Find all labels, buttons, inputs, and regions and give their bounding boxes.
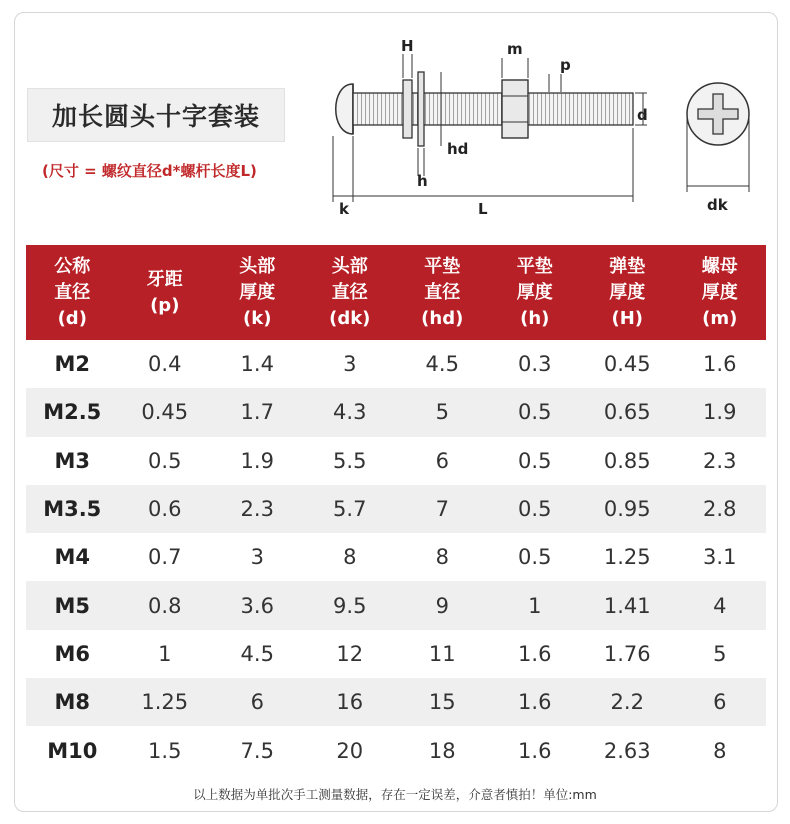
value-cell: 2.3: [211, 485, 304, 533]
value-cell: 8: [435, 545, 449, 570]
value-cell: 11: [428, 641, 456, 666]
column-header-line: 牙距: [146, 268, 183, 290]
table-row: [26, 485, 766, 533]
table-row: [26, 437, 766, 485]
column-header-line: 厚度: [516, 281, 553, 303]
value-cell: 3.1: [703, 545, 737, 570]
value-cell: 6: [211, 678, 304, 726]
column-header-line: 头部: [331, 255, 368, 277]
value-cell: 5.7: [304, 485, 397, 533]
label-h: h: [417, 172, 428, 190]
value-cell: 0.85: [603, 448, 651, 473]
column-header: [119, 245, 212, 340]
column-header-line: 平垫: [424, 255, 461, 277]
value-cell: 3: [250, 545, 264, 570]
table-row: [26, 726, 766, 774]
value-cell: 0.5: [489, 388, 582, 436]
column-header: [304, 245, 397, 340]
value-cell: 0.95: [581, 485, 674, 533]
label-dk: dk: [707, 196, 728, 214]
value-cell: 0.7: [148, 545, 182, 570]
size-cell: M2.5: [26, 388, 119, 436]
table-body: [26, 340, 766, 775]
value-cell: 0.3: [518, 352, 552, 377]
value-cell: 3: [343, 352, 357, 377]
value-cell: 6: [674, 678, 767, 726]
value-cell: 0.6: [119, 485, 212, 533]
value-cell: 8: [343, 545, 357, 570]
value-cell: 1.9: [674, 388, 767, 436]
size-formula-note: (尺寸 = 螺纹直径d*螺杆长度L): [42, 162, 257, 180]
table-row: [26, 533, 766, 581]
value-cell: 1.6: [518, 738, 552, 763]
column-header-line: (H): [611, 307, 644, 329]
value-cell: 3.6: [211, 581, 304, 629]
column-header-line: 头部: [239, 255, 276, 277]
table-row: [26, 388, 766, 436]
size-cell: M2: [54, 352, 90, 377]
value-cell: 0.45: [603, 352, 651, 377]
label-hd: hd: [447, 140, 469, 158]
column-header-line: 厚度: [239, 281, 276, 303]
value-cell: 9.5: [304, 581, 397, 629]
value-cell: 0.5: [148, 448, 182, 473]
column-header-line: 厚度: [609, 281, 646, 303]
column-header-line: 直径: [331, 281, 368, 303]
value-cell: 1.6: [489, 678, 582, 726]
column-header-line: 直径: [54, 281, 91, 303]
size-cell: M10: [47, 738, 98, 763]
column-header-line: 直径: [424, 281, 461, 303]
value-cell: 1.25: [603, 545, 651, 570]
column-header-line: (hd): [421, 307, 464, 329]
column-header-line: (k): [243, 307, 272, 329]
column-header-line: (dk): [329, 307, 371, 329]
column-header-line: 平垫: [516, 255, 553, 277]
value-cell: 2.3: [703, 448, 737, 473]
column-header-line: (d): [57, 307, 87, 329]
column-header: [396, 245, 489, 340]
column-header: [674, 245, 767, 340]
size-cell: M6: [54, 641, 90, 666]
column-header-line: (m): [702, 307, 738, 329]
value-cell: 1: [489, 581, 582, 629]
size-cell: M4: [54, 545, 90, 570]
column-header-line: 厚度: [701, 281, 738, 303]
label-k: k: [339, 200, 349, 218]
size-cell: M8: [26, 678, 119, 726]
value-cell: 1.4: [240, 352, 274, 377]
column-header: [489, 245, 582, 340]
value-cell: 0.4: [148, 352, 182, 377]
size-cell: M5: [26, 581, 119, 629]
value-cell: 18: [428, 738, 456, 763]
value-cell: 2.63: [603, 738, 651, 763]
label-m: m: [507, 40, 523, 58]
value-cell: 6: [435, 448, 449, 473]
value-cell: 1: [158, 641, 172, 666]
table-row: [26, 630, 766, 678]
table-header-row: [26, 245, 766, 340]
value-cell: 5.5: [333, 448, 367, 473]
value-cell: 8: [713, 738, 727, 763]
table-row: [26, 340, 766, 388]
column-header-line: (p): [150, 294, 180, 316]
label-L: L: [478, 200, 488, 218]
column-header-line: 螺母: [701, 255, 738, 277]
value-cell: 1.76: [603, 641, 651, 666]
value-cell: 16: [304, 678, 397, 726]
value-cell: 9: [396, 581, 489, 629]
label-p: p: [560, 56, 571, 74]
value-cell: 0.45: [119, 388, 212, 436]
measurement-note: 以上数据为单批次手工测量数据，存在一定误差，介意者慎拍！单位:mm: [193, 787, 597, 802]
column-header-line: 公称: [54, 255, 91, 277]
value-cell: 2.2: [581, 678, 674, 726]
value-cell: 5: [713, 641, 727, 666]
column-header: [581, 245, 674, 340]
size-cell: M3.5: [26, 485, 119, 533]
value-cell: 2.8: [674, 485, 767, 533]
table-row: [26, 581, 766, 629]
column-header: [211, 245, 304, 340]
value-cell: 0.5: [518, 448, 552, 473]
value-cell: 4: [674, 581, 767, 629]
value-cell: 0.8: [119, 581, 212, 629]
value-cell: 1.7: [211, 388, 304, 436]
column-header: [26, 245, 119, 340]
value-cell: 0.5: [518, 545, 552, 570]
value-cell: 1.41: [581, 581, 674, 629]
value-cell: 0.5: [489, 485, 582, 533]
value-cell: 7: [396, 485, 489, 533]
size-cell: M3: [54, 448, 90, 473]
label-H: H: [401, 37, 414, 55]
value-cell: 4.5: [425, 352, 459, 377]
value-cell: 1.6: [703, 352, 737, 377]
column-header-line: 弹垫: [609, 255, 646, 277]
column-header-line: (h): [520, 307, 550, 329]
value-cell: 1.9: [240, 448, 274, 473]
value-cell: 1.6: [518, 641, 552, 666]
value-cell: 0.65: [581, 388, 674, 436]
value-cell: 1.5: [148, 738, 182, 763]
value-cell: 4.3: [304, 388, 397, 436]
page-title: 加长圆头十字套装: [27, 88, 285, 142]
table-row: [26, 678, 766, 726]
value-cell: 7.5: [240, 738, 274, 763]
value-cell: 4.5: [240, 641, 274, 666]
value-cell: 15: [396, 678, 489, 726]
value-cell: 20: [336, 738, 364, 763]
value-cell: 12: [336, 641, 364, 666]
head-dimension-diagram: [680, 76, 760, 216]
value-cell: 1.25: [119, 678, 212, 726]
value-cell: 5: [396, 388, 489, 436]
spec-table: [26, 245, 766, 775]
screw-dimension-diagram: [325, 36, 655, 221]
label-d: d: [637, 106, 648, 124]
